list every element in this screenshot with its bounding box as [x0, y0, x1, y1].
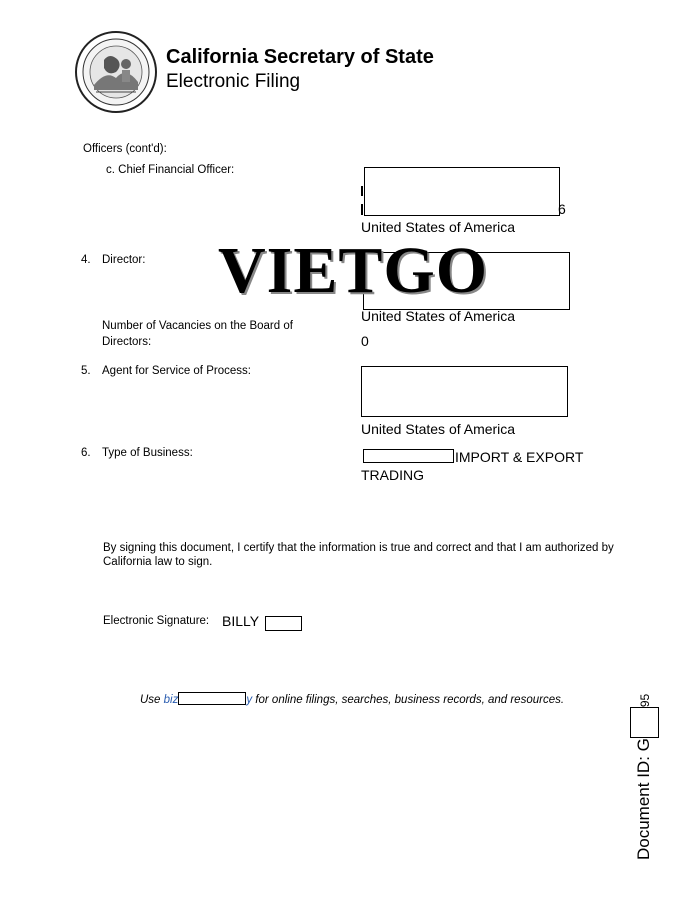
vacancies-value: 0 — [361, 333, 369, 349]
agent-country: United States of America — [361, 421, 516, 437]
business-type-value-cont: TRADING — [361, 467, 424, 483]
agent-number: 5. — [81, 365, 91, 377]
director-label: Director: — [102, 254, 146, 266]
redaction-box — [630, 707, 659, 738]
certification-text: By signing this document, I certify that the information is true and correct and that I am authorized by — [103, 542, 614, 554]
page-title: California Secretary of State — [166, 46, 434, 68]
business-type-value: IMPORT & EXPORT — [455, 449, 584, 465]
officers-heading: Officers (cont'd): — [83, 143, 167, 155]
business-label: Type of Business: — [102, 447, 193, 459]
text-fragment — [361, 186, 363, 196]
bizfile-link-end[interactable]: y — [246, 694, 253, 706]
document-id — [630, 694, 659, 860]
director-number: 4. — [81, 254, 91, 266]
document-id-label: Document ID: G — [633, 738, 653, 860]
vietgo-watermark: VIETGO — [218, 234, 489, 307]
certification-text-cont: California law to sign. — [103, 556, 213, 568]
director-country: United States of America — [361, 308, 516, 324]
redaction-box — [361, 366, 568, 417]
redaction-box — [363, 449, 454, 463]
bizfile-link[interactable]: biz — [163, 694, 179, 706]
agent-label: Agent for Service of Process: — [102, 365, 251, 377]
footer-prefix: Use — [140, 694, 164, 706]
footer-text — [140, 692, 564, 706]
business-number: 6. — [81, 447, 91, 459]
footer-suffix: for online filings, searches, business records, and resources. — [252, 694, 565, 706]
signature-value: BILLY — [222, 613, 260, 629]
signature-label: Electronic Signature: — [103, 615, 210, 627]
redaction-box — [364, 167, 560, 216]
redaction-box — [265, 616, 302, 631]
document-id-tail: 95 — [637, 693, 652, 708]
cfo-address-fragment: 6 — [558, 201, 566, 217]
cfo-country: United States of America — [361, 219, 516, 235]
vacancies-label-cont: Directors: — [102, 336, 152, 348]
vacancies-label: Number of Vacancies on the Board of — [102, 320, 293, 332]
california-seal-logo — [74, 30, 158, 114]
page-subtitle: Electronic Filing — [166, 71, 301, 92]
cfo-label: c. Chief Financial Officer: — [106, 164, 235, 176]
text-fragment — [361, 204, 363, 215]
redaction-box — [178, 692, 246, 705]
